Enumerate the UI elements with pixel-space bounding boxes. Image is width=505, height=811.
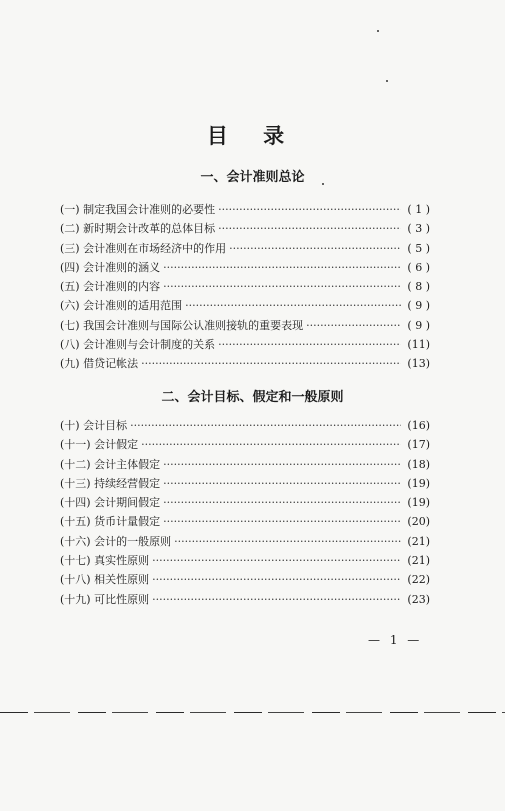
toc-entry-label: (八) 会计准则与会计制度的关系 bbox=[60, 338, 216, 352]
leader-dots bbox=[174, 532, 401, 551]
leader-dots bbox=[218, 335, 401, 354]
toc-entry[interactable] bbox=[60, 474, 430, 493]
toc-entry[interactable] bbox=[60, 296, 430, 315]
toc-entry-page: (22) bbox=[407, 573, 430, 587]
toc-entry[interactable] bbox=[60, 493, 430, 512]
toc-entry-label: (四) 会计准则的涵义 bbox=[60, 260, 161, 274]
toc-entry[interactable] bbox=[60, 416, 430, 435]
toc-entry-page: (19) bbox=[407, 476, 430, 490]
leader-dots bbox=[152, 551, 401, 570]
toc-entry-label: (十) 会计目标 bbox=[60, 419, 128, 432]
toc-entry-label: (十六) 会计的一般原则 bbox=[60, 534, 172, 548]
toc-entry-page: ( 9 ) bbox=[407, 299, 430, 313]
scan-speck bbox=[322, 183, 324, 185]
toc-entry[interactable] bbox=[60, 512, 430, 531]
toc-entry[interactable] bbox=[60, 200, 430, 219]
toc-entry[interactable] bbox=[60, 354, 430, 373]
leader-dots bbox=[152, 570, 401, 589]
toc-entry-page: (19) bbox=[407, 496, 430, 510]
toc-entry-label: (一) 制定我国会计准则的必要性 bbox=[60, 203, 216, 216]
toc-entry[interactable] bbox=[60, 239, 430, 258]
toc-entry-page: ( 6 ) bbox=[407, 260, 430, 274]
leader-dots bbox=[141, 435, 401, 454]
page-edge-line bbox=[0, 712, 505, 713]
toc-entry-label: (七) 我国会计准则与国际公认准则接轨的重要表现 bbox=[60, 318, 304, 332]
page-title: 目 录 bbox=[206, 124, 299, 148]
leader-dots bbox=[163, 493, 401, 512]
toc-entry-page: (17) bbox=[407, 438, 430, 452]
toc-entry[interactable] bbox=[60, 219, 430, 238]
toc-entry-page: ( 3 ) bbox=[407, 222, 430, 236]
toc-entry-page: (18) bbox=[407, 457, 430, 471]
scan-speck bbox=[386, 80, 388, 82]
toc-entry-page: (16) bbox=[407, 419, 430, 432]
toc-entry-page: (21) bbox=[407, 554, 430, 568]
toc-entry[interactable] bbox=[60, 532, 430, 551]
leader-dots bbox=[306, 316, 401, 335]
toc-entry[interactable] bbox=[60, 455, 430, 474]
toc-entry[interactable] bbox=[60, 590, 430, 609]
toc-entry-page: (23) bbox=[407, 592, 430, 606]
page-number: — 1 — bbox=[368, 633, 423, 647]
toc-entry-page: (13) bbox=[407, 357, 430, 371]
leader-dots bbox=[152, 590, 401, 609]
toc-entry-label: (九) 借贷记帐法 bbox=[60, 357, 139, 371]
toc-entry-label: (十二) 会计主体假定 bbox=[60, 457, 161, 471]
leader-dots bbox=[163, 277, 401, 296]
toc-entry-label: (二) 新时期会计改革的总体目标 bbox=[60, 222, 216, 236]
leader-dots bbox=[141, 354, 401, 373]
scan-speck bbox=[377, 30, 379, 32]
toc-list-2 bbox=[60, 416, 430, 609]
toc-entry-label: (十四) 会计期间假定 bbox=[60, 496, 161, 510]
toc-entry-label: (十八) 相关性原则 bbox=[60, 573, 150, 587]
toc-entry[interactable] bbox=[60, 570, 430, 589]
toc-entry-page: ( 1 ) bbox=[407, 203, 430, 216]
section-heading-1: 一、会计准则总论 bbox=[200, 170, 305, 185]
leader-dots bbox=[185, 296, 401, 315]
toc-entry-label: (五) 会计准则的内容 bbox=[60, 280, 161, 294]
leader-dots bbox=[163, 474, 401, 493]
leader-dots bbox=[229, 239, 401, 258]
toc-entry-page: ( 9 ) bbox=[407, 318, 430, 332]
toc-entry-page: ( 8 ) bbox=[407, 280, 430, 294]
toc-entry-label: (十五) 货币计量假定 bbox=[60, 515, 161, 529]
section-heading-2: 二、会计目标、假定和一般原则 bbox=[161, 390, 344, 405]
toc-entry[interactable] bbox=[60, 551, 430, 570]
toc-entry-page: (11) bbox=[407, 338, 430, 352]
toc-entry-label: (十一) 会计假定 bbox=[60, 438, 139, 452]
toc-entry-page: (21) bbox=[407, 534, 430, 548]
leader-dots bbox=[130, 416, 401, 435]
leader-dots bbox=[218, 200, 401, 219]
toc-entry-page: (20) bbox=[407, 515, 430, 529]
toc-entry[interactable] bbox=[60, 277, 430, 296]
toc-entry-label: (十七) 真实性原则 bbox=[60, 554, 150, 568]
toc-entry-label: (六) 会计准则的适用范围 bbox=[60, 299, 183, 313]
toc-entry-label: (十三) 持续经营假定 bbox=[60, 476, 161, 490]
toc-entry[interactable] bbox=[60, 435, 430, 454]
toc-entry[interactable] bbox=[60, 335, 430, 354]
toc-entry-label: (十九) 可比性原则 bbox=[60, 592, 150, 606]
toc-entry[interactable] bbox=[60, 316, 430, 335]
leader-dots bbox=[163, 258, 401, 277]
leader-dots bbox=[163, 512, 401, 531]
toc-entry[interactable] bbox=[60, 258, 430, 277]
toc-entry-label: (三) 会计准则在市场经济中的作用 bbox=[60, 241, 227, 255]
leader-dots bbox=[218, 219, 401, 238]
toc-list-1 bbox=[60, 200, 430, 374]
leader-dots bbox=[163, 455, 401, 474]
toc-entry-page: ( 5 ) bbox=[407, 241, 430, 255]
